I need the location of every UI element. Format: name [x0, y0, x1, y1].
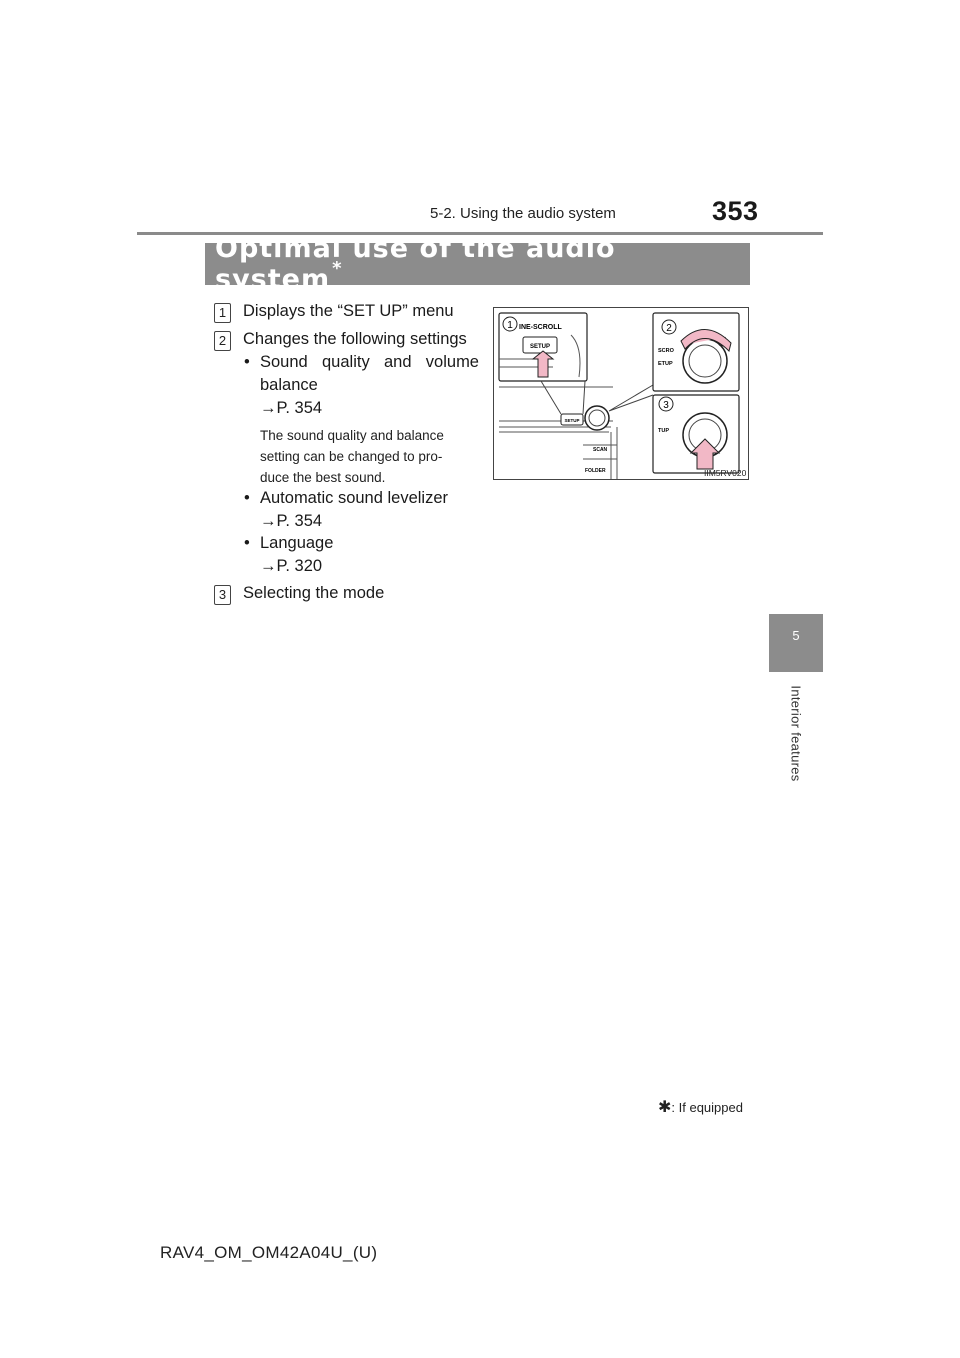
- page-title-text: Optimal use of the audio system: [215, 233, 616, 295]
- bullet: •: [244, 489, 250, 507]
- chapter-number: 5: [792, 628, 800, 643]
- setting-sound-quality-cont: balance: [260, 376, 318, 394]
- marker-2: 2: [214, 331, 231, 351]
- marker-1: 1: [214, 303, 231, 323]
- illus-scroll-label: INE-SCROLL: [519, 324, 562, 331]
- setting-sound-quality: Sound quality and volume: [260, 353, 479, 371]
- footnote: [658, 1097, 743, 1117]
- page-reference-link[interactable]: →P. 354: [260, 512, 323, 530]
- illus-setup-label: SETUP: [529, 344, 551, 350]
- setting-sound-levelizer: Automatic sound levelizer: [260, 489, 449, 507]
- audio-panel-illustration: [493, 307, 749, 480]
- marker-3: 3: [214, 585, 231, 605]
- illus-scan-label: SCAN: [593, 447, 608, 453]
- page-reference-link[interactable]: →P. 320: [260, 557, 323, 575]
- illus-callout-1: 1: [507, 320, 513, 331]
- page-number: 353: [712, 196, 759, 226]
- illus-tup-label: ETUP: [658, 361, 673, 367]
- page-reference-link[interactable]: →P. 354: [260, 399, 323, 417]
- audio-panel-drawing: [493, 307, 749, 480]
- note-line-1: The sound quality and balance: [260, 428, 444, 443]
- item-3-text: Selecting the mode: [243, 584, 385, 602]
- bullet: •: [244, 353, 250, 371]
- bullet: •: [244, 534, 250, 552]
- asterisk-icon: ✱: [658, 1099, 672, 1116]
- note-line-3: duce the best sound.: [260, 470, 386, 485]
- illus-callout-3: 3: [663, 400, 669, 411]
- note-line-2: setting can be changed to pro-: [260, 449, 443, 464]
- illus-tup2-label: TUP: [658, 428, 669, 434]
- title-bar: [205, 233, 750, 295]
- illustration-code: IIM5RV020: [704, 468, 747, 478]
- illus-setup-small: SETUP: [564, 418, 580, 423]
- title-asterisk: *: [332, 258, 343, 279]
- item-2-text: Changes the following settings: [243, 330, 467, 348]
- page-title: [215, 233, 750, 295]
- illus-scro-label: SCRO: [658, 348, 674, 354]
- footnote-text: : If equipped: [671, 1100, 743, 1115]
- footer-model-code: RAV4_OM_OM42A04U_(U): [160, 1243, 378, 1262]
- illus-callout-2: 2: [666, 323, 672, 334]
- illus-folder-label: FOLDER: [585, 468, 606, 474]
- section-heading: 5-2. Using the audio system: [430, 205, 616, 222]
- item-1-text: Displays the “SET UP” menu: [243, 302, 454, 320]
- setting-language: Language: [260, 534, 334, 552]
- chapter-label: Interior features: [788, 685, 804, 782]
